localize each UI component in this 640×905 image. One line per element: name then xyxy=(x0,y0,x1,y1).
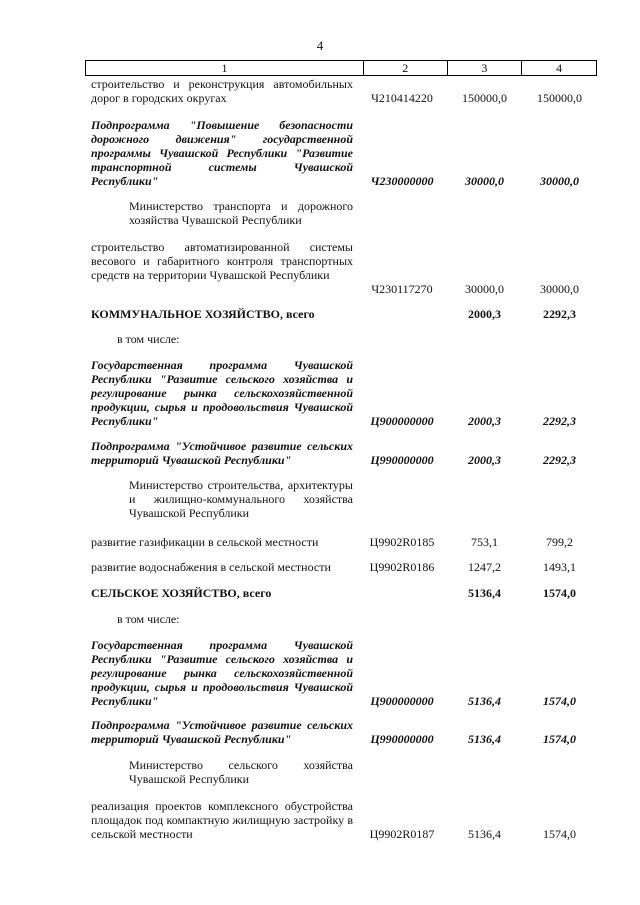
table-row xyxy=(85,240,597,296)
row-value-col3: 150000,0 xyxy=(462,91,507,105)
row-description: Министерство транспорта и дорожного хозяйства Чувашской Республики xyxy=(129,199,353,227)
row-code: Ц9902R0185 xyxy=(369,535,435,549)
row-value-col3: 1247,2 xyxy=(468,560,501,574)
row-value-col3: 753,1 xyxy=(471,535,498,549)
row-value-col4: 799,2 xyxy=(546,535,573,549)
table-row xyxy=(85,332,597,346)
row-description: Государственная программа Чувашской Республики "Развитие сельского хозяйства и регулирование рынка сельскохозяйственной продукции, сырья и продовольствия Чувашской Республики" xyxy=(91,358,353,428)
row-value-col4: 1574,0 xyxy=(543,827,576,841)
table-row xyxy=(85,560,597,574)
row-description: строительство автоматизированной системы весового и габаритного контроля транспортных средств на территории Чувашской Республики xyxy=(91,240,353,282)
table-row xyxy=(85,535,597,549)
table-row xyxy=(85,358,597,428)
column-header-4: 4 xyxy=(521,61,596,75)
column-header-2: 2 xyxy=(363,61,447,75)
row-code: Ц900000000 xyxy=(370,414,434,428)
row-value-col3: 2000,3 xyxy=(468,414,501,428)
table-row xyxy=(85,612,597,626)
page-number: 4 xyxy=(316,38,324,53)
table-row xyxy=(85,718,597,746)
table-row xyxy=(85,586,597,600)
table-row xyxy=(85,799,597,841)
row-code: Ц9902R0186 xyxy=(369,560,435,574)
column-header-3: 3 xyxy=(447,61,522,75)
row-code: Ч210414220 xyxy=(371,91,433,105)
row-code: Ч230000000 xyxy=(370,174,434,188)
row-description: развитие водоснабжения в сельской местности xyxy=(91,560,331,574)
row-value-col4: 1574,0 xyxy=(543,586,576,600)
row-value-col4: 1574,0 xyxy=(543,694,576,708)
row-code: Ц990000000 xyxy=(370,732,434,746)
table-row xyxy=(85,199,597,227)
row-value-col3: 30000,0 xyxy=(465,174,504,188)
row-description: Министерство строительства, архитектуры и жилищно-коммунального хозяйства Чувашской Республики xyxy=(129,478,353,520)
row-description: в том числе: xyxy=(117,332,180,346)
row-description: КОММУНАЛЬНОЕ ХОЗЯЙСТВО, всего xyxy=(91,307,315,321)
row-code: Ч230117270 xyxy=(371,282,433,296)
row-description: СЕЛЬСКОЕ ХОЗЯЙСТВО, всего xyxy=(91,586,272,600)
row-description: Подпрограмма "Устойчивое развитие сельских территорий Чувашской Республики" xyxy=(91,718,353,746)
table-row xyxy=(85,439,597,467)
column-header-1: 1 xyxy=(221,61,228,75)
row-description: Министерство сельского хозяйства Чувашской Республики xyxy=(129,758,353,786)
row-value-col4: 2292,3 xyxy=(543,453,576,467)
row-description: развитие газификации в сельской местности xyxy=(91,535,319,549)
row-value-col3: 5136,4 xyxy=(468,827,501,841)
row-value-col4: 30000,0 xyxy=(540,174,579,188)
row-value-col3: 5136,4 xyxy=(468,732,501,746)
row-code: Ц990000000 xyxy=(370,453,434,467)
table-row xyxy=(85,118,597,188)
row-description: в том числе: xyxy=(117,612,180,626)
row-value-col4: 150000,0 xyxy=(537,91,582,105)
row-description: Государственная программа Чувашской Республики "Развитие сельского хозяйства и регулирование рынка сельскохозяйственной продукции, сырья и продовольствия Чувашской Республики" xyxy=(91,638,353,708)
row-value-col3: 2000,3 xyxy=(468,453,501,467)
row-value-col4: 30000,0 xyxy=(540,282,579,296)
table-row xyxy=(85,77,597,105)
row-value-col3: 5136,4 xyxy=(468,694,501,708)
row-value-col4: 2292,3 xyxy=(543,307,576,321)
row-description: Подпрограмма "Устойчивое развитие сельских территорий Чувашской Республики" xyxy=(91,439,353,467)
table-header xyxy=(85,60,597,76)
row-code: Ц900000000 xyxy=(370,694,434,708)
row-value-col4: 1493,1 xyxy=(543,560,576,574)
row-value-col3: 2000,3 xyxy=(468,307,501,321)
row-value-col4: 2292,3 xyxy=(543,414,576,428)
table-row xyxy=(85,638,597,708)
row-value-col3: 5136,4 xyxy=(468,586,501,600)
table-row xyxy=(85,307,597,321)
row-description: реализация проектов комплексного обустройства площадок под компактную жилищную застройку в сельской местности xyxy=(91,799,353,841)
row-value-col4: 1574,0 xyxy=(543,732,576,746)
table-row xyxy=(85,758,597,786)
table-row xyxy=(85,478,597,520)
row-code: Ц9902R0187 xyxy=(369,827,435,841)
row-value-col3: 30000,0 xyxy=(465,282,504,296)
row-description: Подпрограмма "Повышение безопасности дорожного движения" государственной программы Чувашской Республики "Развитие транспортной системы Чувашской Республики" xyxy=(91,118,353,188)
row-description: строительство и реконструкция автомобильных дорог в городских округах xyxy=(91,77,353,105)
